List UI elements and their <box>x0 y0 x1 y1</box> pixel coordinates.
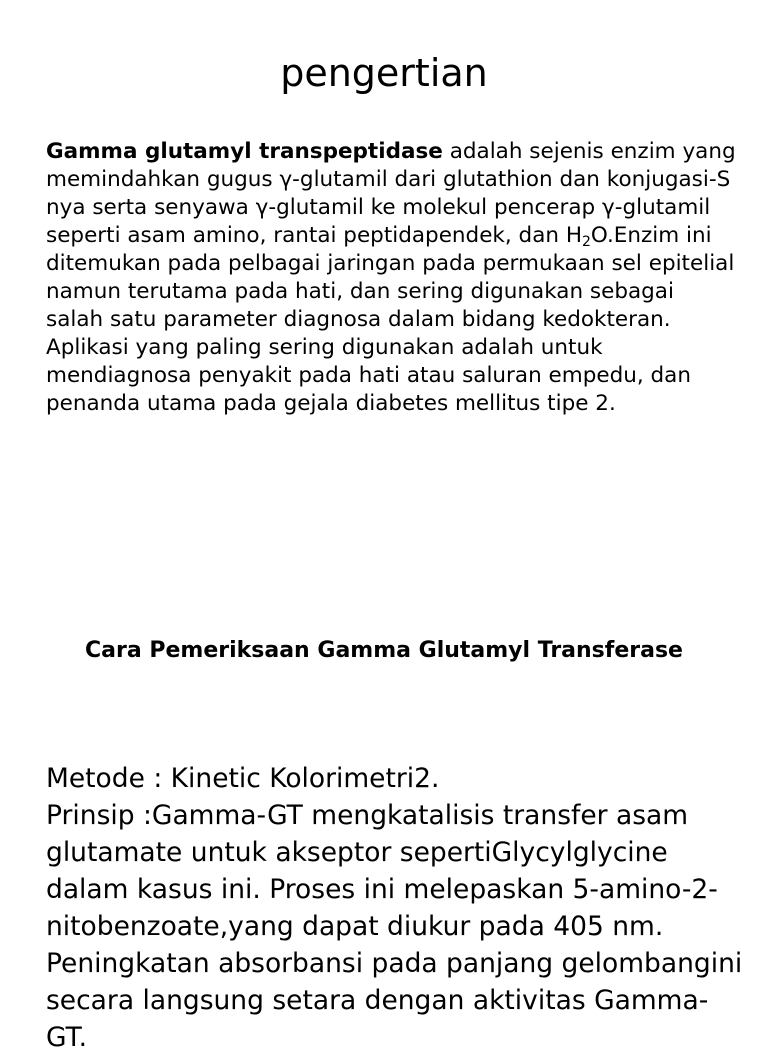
method-line: Metode : Kinetic Kolorimetri2. <box>46 763 440 794</box>
method-paragraph <box>46 760 746 1056</box>
section-heading: Cara Pemeriksaan Gamma Glutamyl Transferase <box>85 638 683 663</box>
definition-paragraph <box>46 138 736 418</box>
water-subscript: 2 <box>582 234 591 250</box>
definition-text-part-1: adalah sejenis enzim yang memindahkan gugus γ-glutamil dari glutathion dan konjugasi-S nya serta senyawa γ-glutamil ke molekul pencerap γ-glutamil seperti asam amino, rantai peptidapendek, dan H <box>46 139 736 248</box>
page-title: pengertian <box>280 51 488 95</box>
principle-text: Prinsip :Gamma-GT mengkatalisis transfer asam glutamate untuk akseptor sepertiGlycylglycine dalam kasus ini. Proses ini melepaskan 5-amino-2-nitobenzoate,yang dapat diukur pada 405 nm. Peningkatan absorbansi pada panjang gelombangini secara langsung setara dengan aktivitas Gamma-GT. <box>46 800 743 1053</box>
definition-text-part-2: O.Enzim ini ditemukan pada pelbagai jaringan pada permukaan sel epitelial namun terutama pada hati, dan sering digunakan sebagai salah satu parameter diagnosa dalam bidang kedokteran. Aplikasi yang paling sering digunakan adalah untuk mendiagnosa penyakit pada hati atau saluran empedu, dan penanda utama pada gejala diabetes mellitus tipe 2. <box>46 223 735 416</box>
definition-term: Gamma glutamyl transpeptidase <box>46 139 443 164</box>
